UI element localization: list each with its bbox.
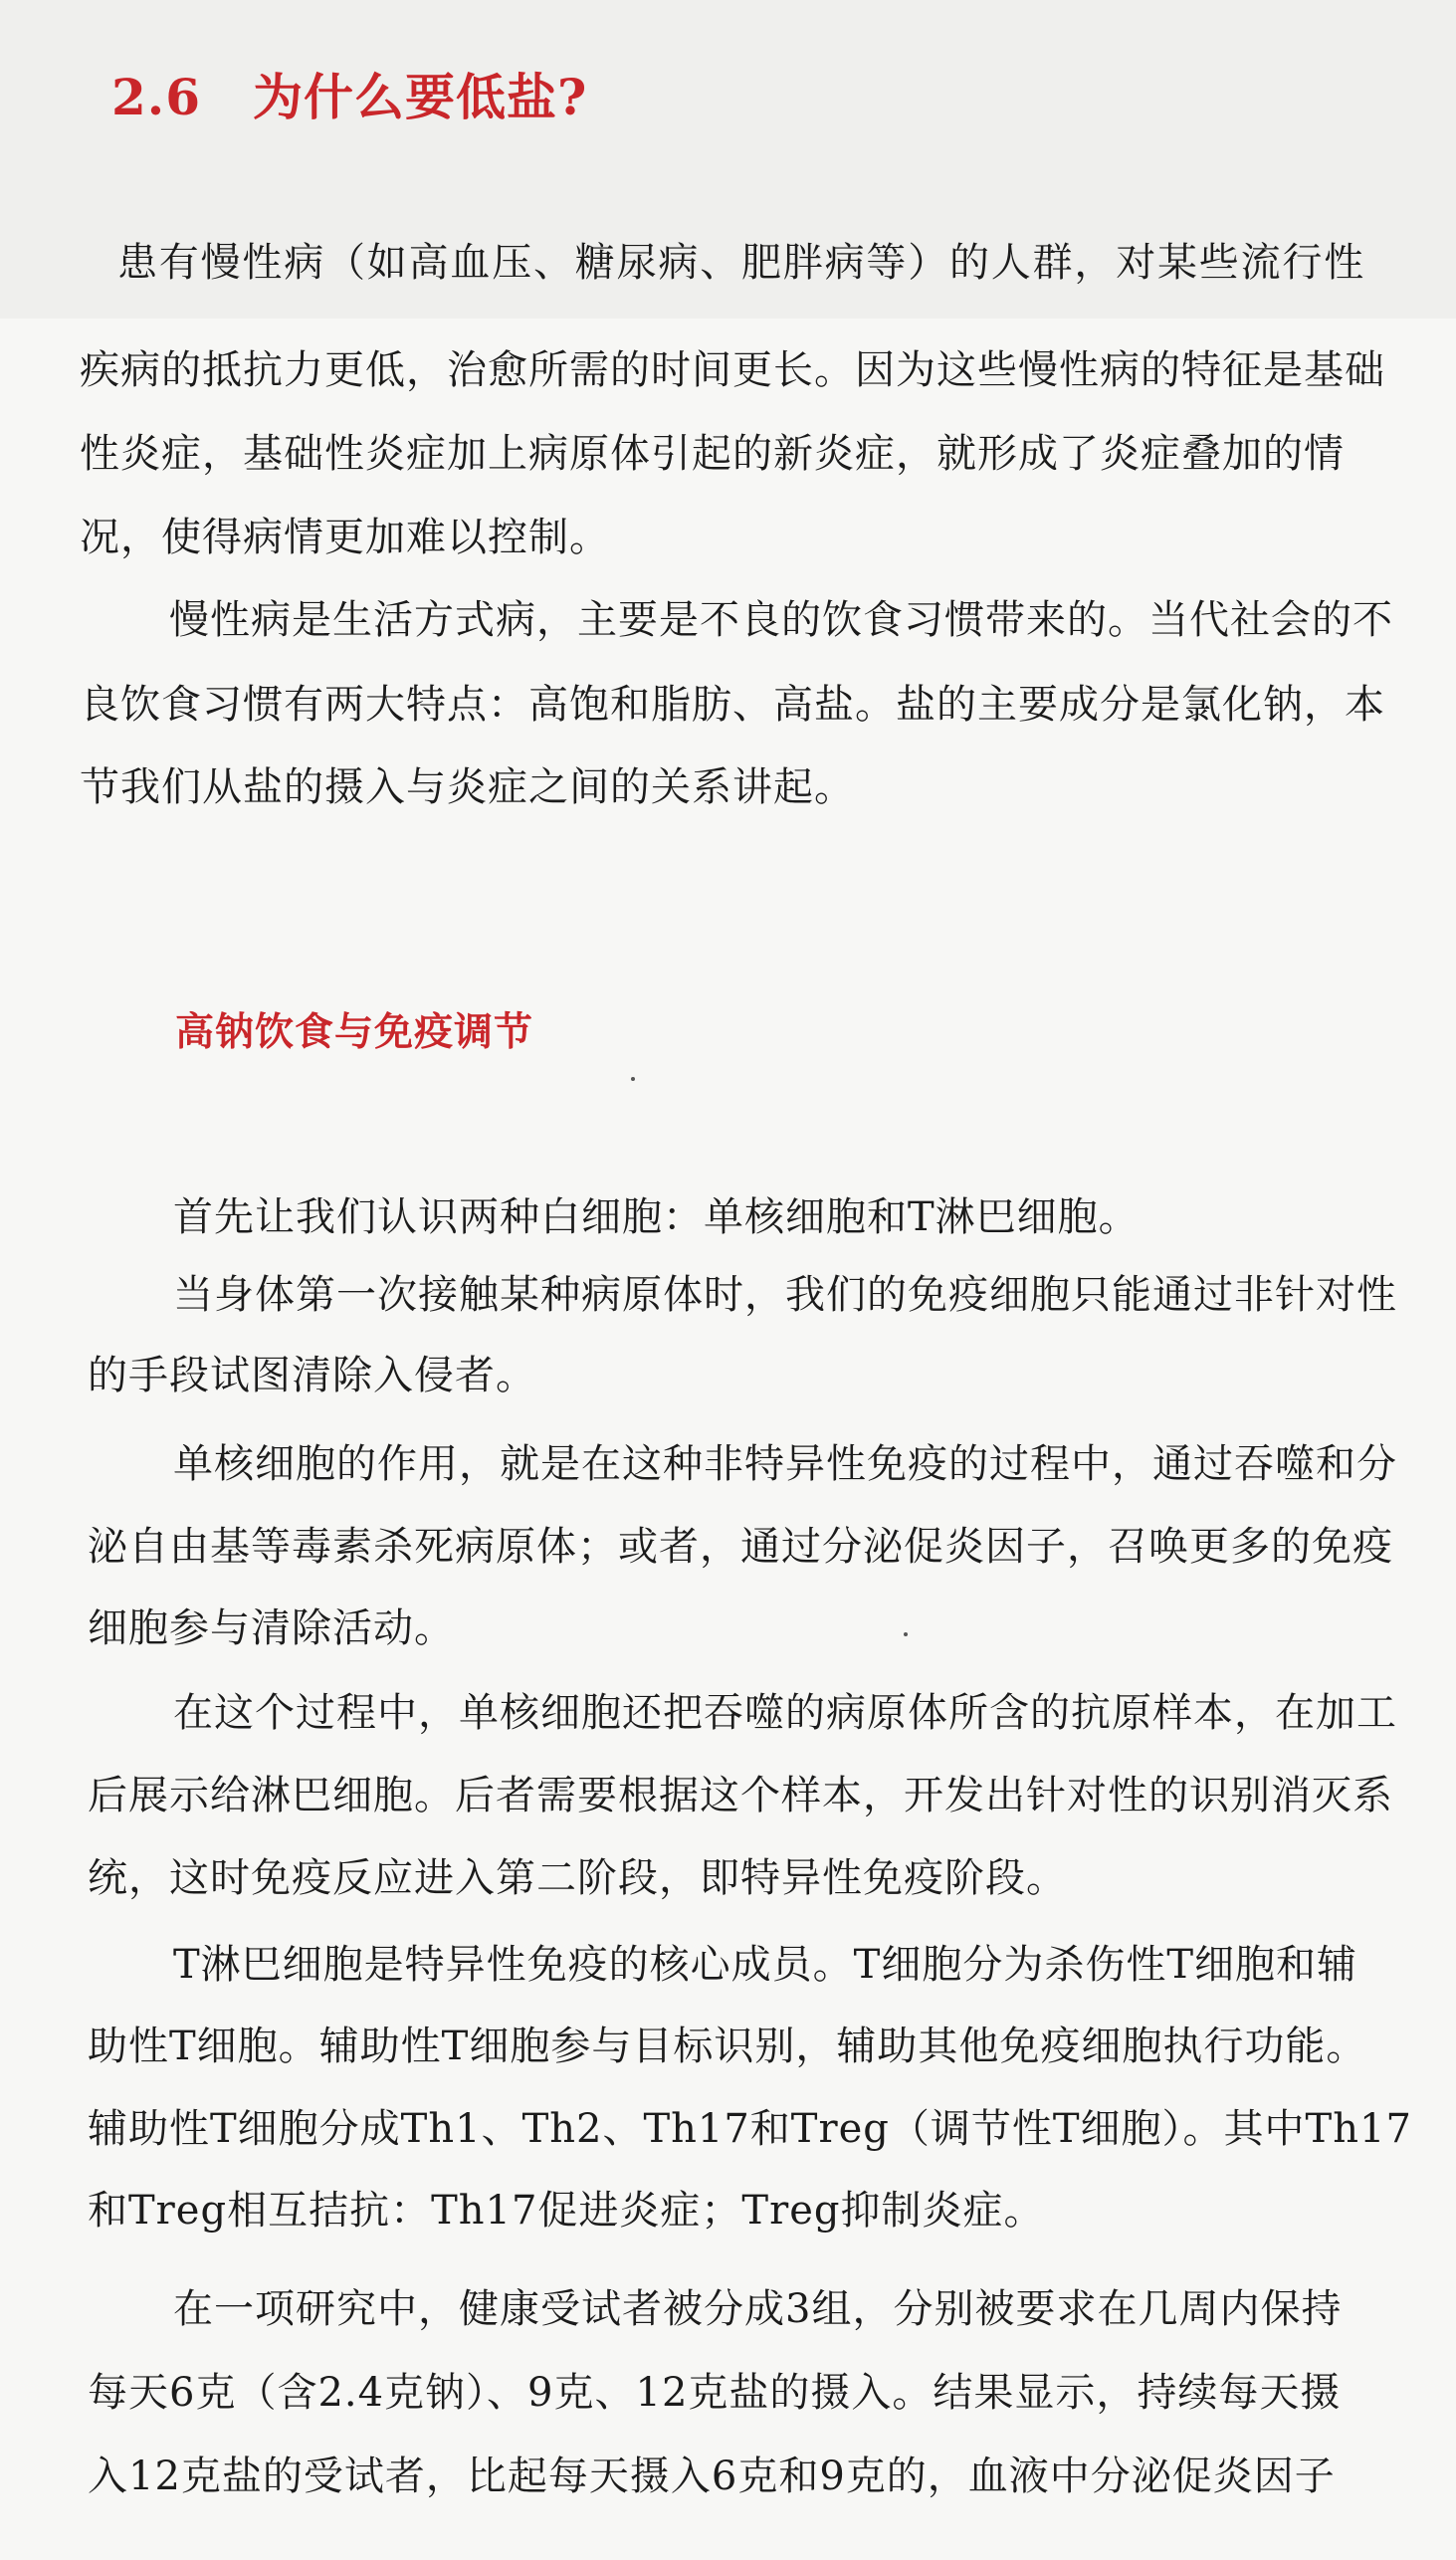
subsection-heading: 高钠饮食与免疫调节	[175, 1010, 534, 1055]
text-line: 统，这时免疫反应进入第二阶段，即特异性免疫阶段。	[88, 1855, 1067, 1901]
speck	[904, 1632, 908, 1636]
text-line: 节我们从盐的摄入与炎症之间的关系讲起。	[80, 764, 855, 810]
text-line: T淋巴细胞是特异性免疫的核心成员。T细胞分为杀伤性T细胞和辅	[173, 1942, 1358, 1988]
speck	[631, 1077, 635, 1081]
text-line: 单核细胞的作用，就是在这种非特异性免疫的过程中，通过吞噬和分	[173, 1441, 1397, 1487]
text-line: 况，使得病情更加难以控制。	[80, 515, 610, 560]
text-line: 良饮食习惯有两大特点：高饱和脂肪、高盐。盐的主要成分是氯化钠，本	[80, 682, 1385, 728]
section-title: 为什么要低盐?	[253, 68, 588, 126]
text-line: 入12克盐的受试者，比起每天摄入6克和9克的，血液中分泌促炎因子	[88, 2453, 1336, 2499]
text-line: 首先让我们认识两种白细胞：单核细胞和T淋巴细胞。	[173, 1194, 1140, 1240]
text-line: 助性T细胞。辅助性T细胞参与目标识别，辅助其他免疫细胞执行功能。	[88, 2024, 1367, 2069]
text-line: 疾病的抵抗力更低，治愈所需的时间更长。因为这些慢性病的特征是基础	[80, 347, 1385, 393]
text-line: 辅助性T细胞分成Th1、Th2、Th17和Treg（调节性T细胞）。其中Th17	[88, 2106, 1412, 2152]
text-line: 在一项研究中，健康受试者被分成3组，分别被要求在几周内保持	[173, 2286, 1343, 2332]
text-line: 慢性病是生活方式病，主要是不良的饮食习惯带来的。当代社会的不	[169, 597, 1393, 643]
text-line: 的手段试图清除入侵者。	[88, 1353, 536, 1398]
text-line: 后展示给淋巴细胞。后者需要根据这个样本，开发出针对性的识别消灭系	[88, 1773, 1393, 1818]
text-line: 泌自由基等毒素杀死病原体；或者，通过分泌促炎因子，召唤更多的免疫	[88, 1524, 1393, 1570]
text-line: 和Treg相互拮抗：Th17促进炎症；Treg抑制炎症。	[88, 2188, 1045, 2234]
text-line: 在这个过程中，单核细胞还把吞噬的病原体所含的抗原样本，在加工	[173, 1690, 1397, 1736]
text-line: 每天6克（含2.4克钠）、9克、12克盐的摄入。结果显示，持续每天摄	[88, 2370, 1342, 2416]
text-line: 细胞参与清除活动。	[88, 1605, 455, 1651]
text-line: 当身体第一次接触某种病原体时，我们的免疫细胞只能通过非针对性	[173, 1272, 1397, 1318]
section-number: 2.6	[111, 68, 201, 126]
text-line: 患有慢性病（如高血压、糖尿病、肥胖病等）的人群，对某些流行性	[117, 240, 1365, 286]
text-line: 性炎症，基础性炎症加上病原体引起的新炎症，就形成了炎症叠加的情	[80, 431, 1345, 477]
section-heading	[111, 58, 587, 137]
